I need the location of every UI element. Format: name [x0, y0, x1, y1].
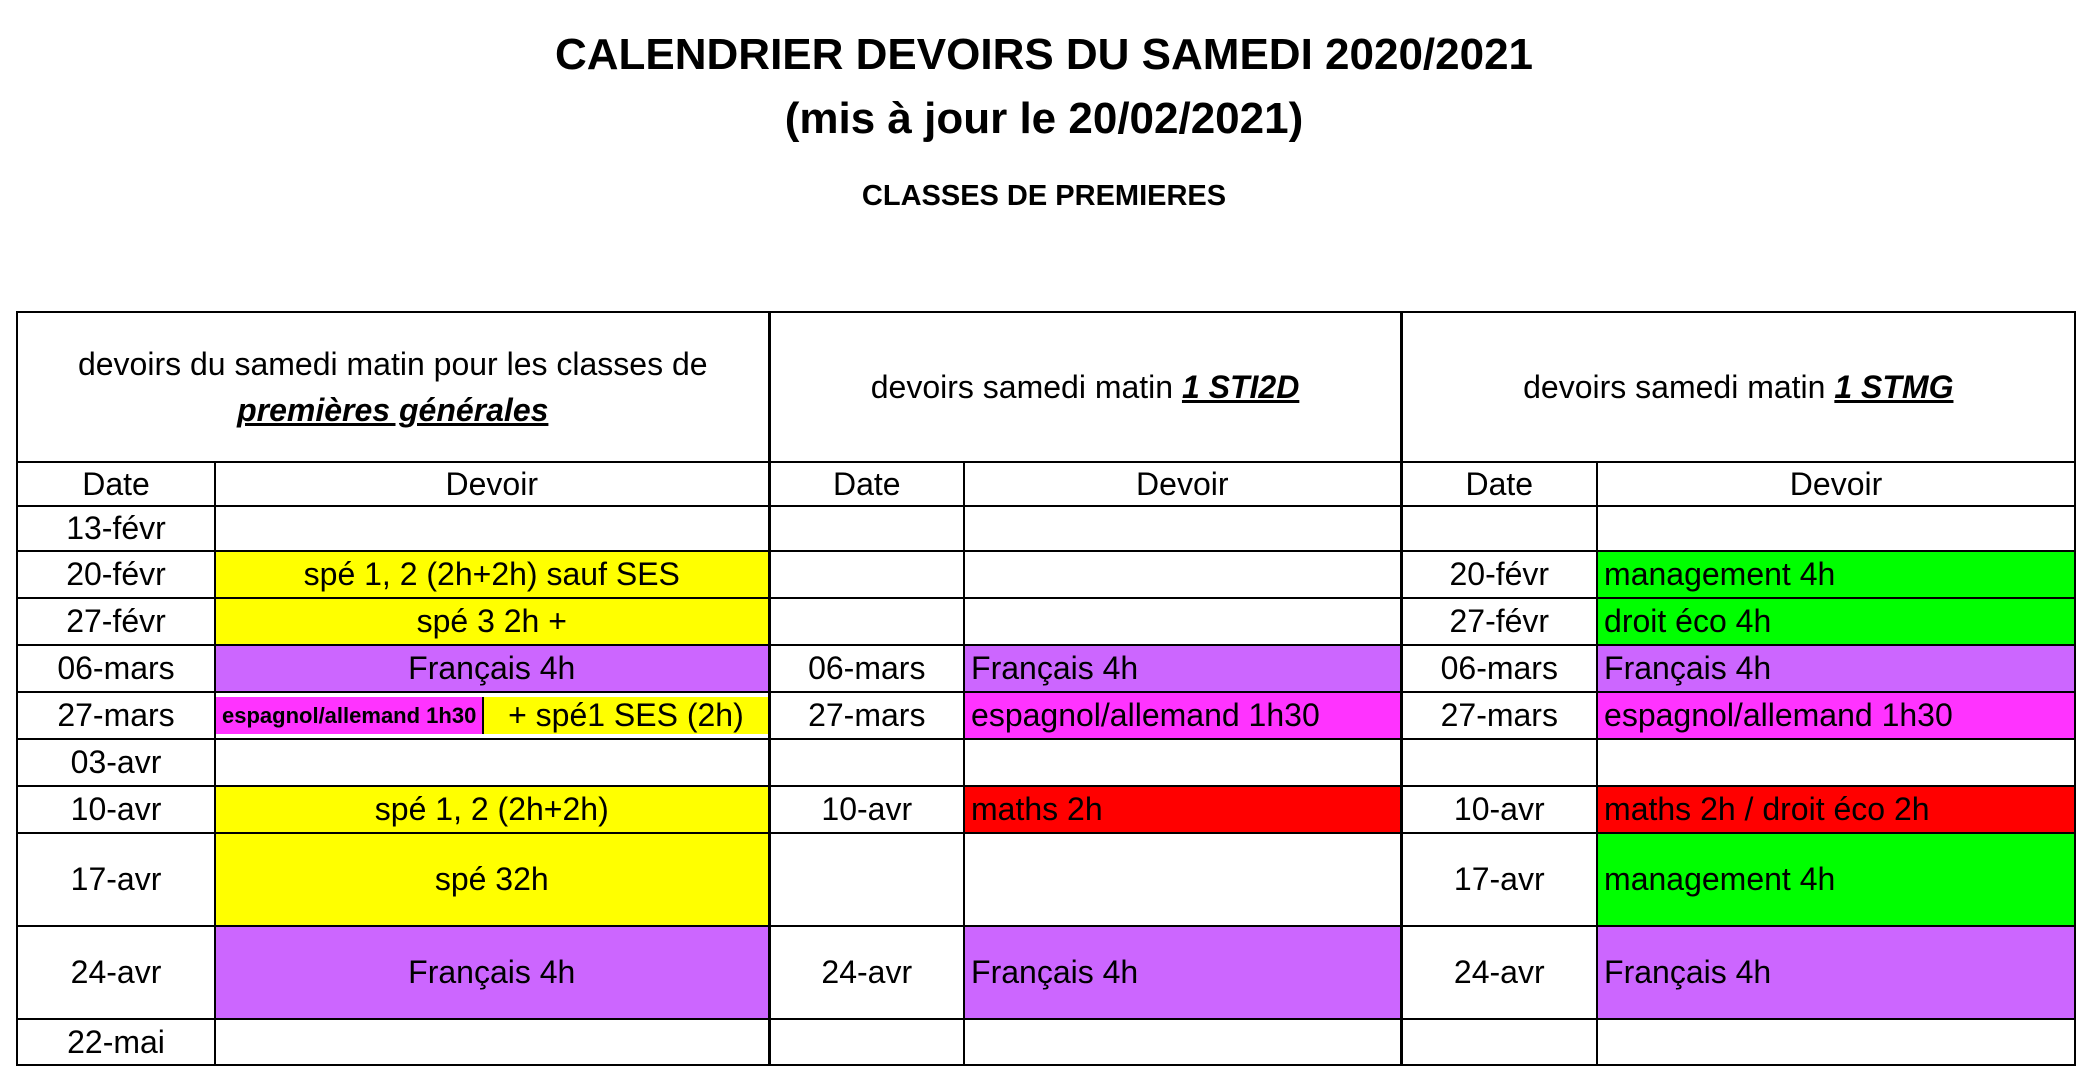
devoir-cell: Français 4h: [964, 926, 1401, 1019]
devoir-cell: [964, 551, 1401, 598]
devoir-part: + spé1 SES (2h): [484, 697, 767, 734]
devoir-cell: spé 3 2h +: [215, 598, 769, 645]
column-header-date: Date: [17, 462, 215, 506]
date-cell: 06-mars: [17, 645, 215, 692]
section-header-text: devoirs du samedi matin pour les classes de: [77, 346, 708, 382]
devoir-cell: maths 2h / droit éco 2h: [1597, 786, 2075, 833]
devoir-cell: Français 4h: [964, 645, 1401, 692]
table-row: [17, 692, 2075, 739]
devoir-cell: Français 4h: [215, 645, 769, 692]
date-cell: 17-avr: [1401, 833, 1597, 926]
table-row: [17, 926, 2075, 1019]
date-cell: 10-avr: [769, 786, 964, 833]
date-cell: 27-févr: [17, 598, 215, 645]
date-cell: 20-févr: [1401, 551, 1597, 598]
column-header-date: Date: [1401, 462, 1597, 506]
devoir-cell: [215, 506, 769, 551]
devoir-cell: spé 1, 2 (2h+2h): [215, 786, 769, 833]
date-cell: 06-mars: [769, 645, 964, 692]
devoir-cell: [964, 739, 1401, 786]
devoir-cell: [964, 833, 1401, 926]
date-cell: 10-avr: [1401, 786, 1597, 833]
devoir-cell: [964, 598, 1401, 645]
date-cell: [769, 598, 964, 645]
column-header-devoir: Devoir: [215, 462, 769, 506]
devoir-cell: [964, 1019, 1401, 1065]
date-cell: 27-mars: [1401, 692, 1597, 739]
table-row: [17, 1019, 2075, 1065]
table-row: [17, 551, 2075, 598]
devoir-cell: spé 1, 2 (2h+2h) sauf SES: [215, 551, 769, 598]
date-cell: 03-avr: [17, 739, 215, 786]
table-row: [17, 739, 2075, 786]
page-title-update-date: (mis à jour le 20/02/2021): [784, 94, 1304, 143]
devoir-cell: [215, 1019, 769, 1065]
section-header-text: devoirs samedi matin: [870, 369, 1174, 405]
table-row: [17, 786, 2075, 833]
devoir-cell: espagnol/allemand 1h30: [964, 692, 1401, 739]
date-cell: 27-mars: [769, 692, 964, 739]
devoir-cell: Français 4h: [215, 926, 769, 1019]
date-cell: [769, 506, 964, 551]
date-cell: 17-avr: [17, 833, 215, 926]
date-cell: [769, 833, 964, 926]
table-row: [17, 833, 2075, 926]
table-row: [17, 506, 2075, 551]
date-cell: 22-mai: [17, 1019, 215, 1065]
devoir-cell: spé 32h: [215, 833, 769, 926]
section-header-sti2d: [769, 312, 1401, 462]
table-row: [17, 598, 2075, 645]
devoir-cell: [215, 692, 769, 739]
date-cell: [769, 739, 964, 786]
date-cell: 06-mars: [1401, 645, 1597, 692]
page-title: CALENDRIER DEVOIRS DU SAMEDI 2020/2021: [554, 30, 1534, 79]
devoir-cell: [215, 739, 769, 786]
devoir-cell: management 4h: [1597, 551, 2075, 598]
date-cell: 20-févr: [17, 551, 215, 598]
date-cell: [769, 551, 964, 598]
date-cell: [1401, 506, 1597, 551]
date-cell: 10-avr: [17, 786, 215, 833]
table-row: [17, 645, 2075, 692]
date-cell: 27-févr: [1401, 598, 1597, 645]
devoir-cell: management 4h: [1597, 833, 2075, 926]
date-cell: 27-mars: [17, 692, 215, 739]
devoir-cell: [1597, 739, 2075, 786]
section-header-text: devoirs samedi matin: [1523, 369, 1826, 405]
devoir-cell: [964, 506, 1401, 551]
section-header-emphasis: 1 STMG: [1834, 369, 1954, 405]
column-header-devoir: Devoir: [1597, 462, 2075, 506]
devoir-cell: espagnol/allemand 1h30: [1597, 692, 2075, 739]
date-cell: [1401, 1019, 1597, 1065]
devoir-cell: Français 4h: [1597, 926, 2075, 1019]
date-cell: [769, 1019, 964, 1065]
devoir-cell: [1597, 1019, 2075, 1065]
devoir-cell: [1597, 506, 2075, 551]
date-cell: 24-avr: [1401, 926, 1597, 1019]
devoir-cell: maths 2h: [964, 786, 1401, 833]
column-header-date: Date: [769, 462, 964, 506]
section-header-emphasis: 1 STI2D: [1181, 369, 1300, 405]
section-header-generales: [17, 312, 769, 462]
column-header-devoir: Devoir: [964, 462, 1401, 506]
section-header-stmg: [1401, 312, 2075, 462]
date-cell: 24-avr: [17, 926, 215, 1019]
devoir-cell: Français 4h: [1597, 645, 2075, 692]
section-header-emphasis: premières générales: [237, 392, 549, 428]
date-cell: 24-avr: [769, 926, 964, 1019]
page-subtitle: CLASSES DE PREMIERES: [861, 180, 1227, 212]
devoir-part: espagnol/allemand 1h30: [216, 697, 484, 734]
schedule-table: [16, 311, 2076, 1066]
devoir-cell: droit éco 4h: [1597, 598, 2075, 645]
date-cell: 13-févr: [17, 506, 215, 551]
date-cell: [1401, 739, 1597, 786]
